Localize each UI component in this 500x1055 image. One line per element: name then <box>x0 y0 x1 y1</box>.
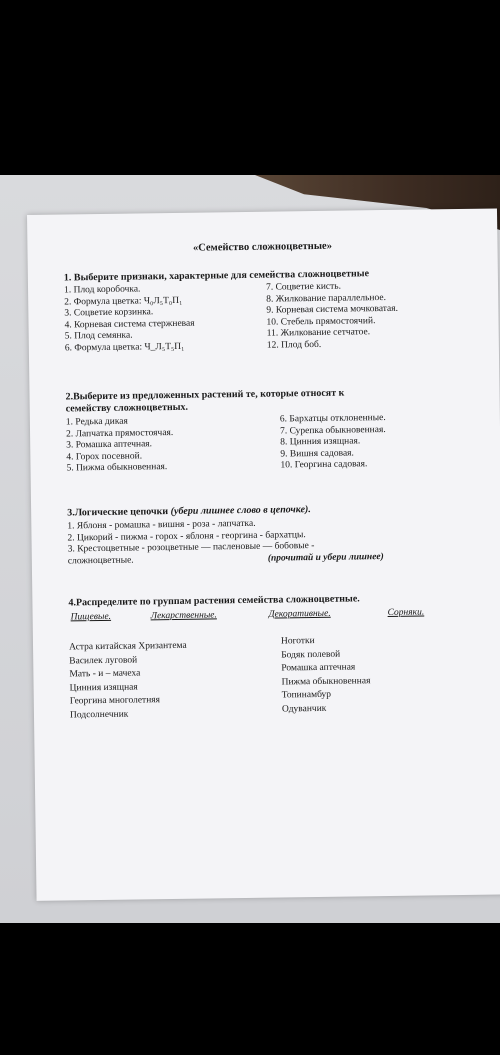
list-item: 4. Корневая система стержневая <box>64 318 195 331</box>
worksheet-paper <box>27 208 500 900</box>
list-item: 10. Стебель прямостоячий. <box>266 315 376 328</box>
list-item: Ноготки <box>280 636 315 647</box>
bottom-black-bar <box>0 923 500 1055</box>
list-item: Астра китайская Хризантема <box>68 640 187 653</box>
list-item: 11. Жилкование сетчатое. <box>266 327 371 340</box>
section-4-heading: 4.Распределите по группам растения семейства сложноцветные. <box>68 593 360 609</box>
list-item: 4. Горох посевной. <box>66 451 143 463</box>
list-item: Мать - и – мачеха <box>69 668 141 680</box>
section-2-heading: 2.Выберите из предложенных растений те, которые относят к <box>65 387 345 403</box>
list-item: Бодяк полевой <box>281 649 341 660</box>
category-food: Пищевые. <box>70 611 112 623</box>
list-item: 9. Вишня садовая. <box>280 448 354 460</box>
list-item: 5. Плод семянка. <box>64 330 133 342</box>
category-medicinal: Лекарственные. <box>150 610 217 622</box>
section-2-heading-cont: семейству сложноцветных. <box>65 401 189 415</box>
list-item: 8. Жилкование параллельное. <box>266 292 386 305</box>
list-item: 1. Яблоня - ромашка - вишня - роза - лапчатка. <box>67 518 256 532</box>
category-decorative: Декоративные. <box>268 608 331 620</box>
list-item: 9. Корневая система мочковатая. <box>266 304 399 316</box>
section-2-left-list <box>66 416 174 475</box>
section-2-right-list <box>280 413 387 472</box>
list-item: 6. Формула цветка: Ч_Л₅Т₅П₁ <box>64 341 185 354</box>
list-item: Цинния изящная <box>69 682 138 693</box>
list-item: 1. Плод коробочка. <box>63 284 141 296</box>
list-item: 3. Крестоцветные - розоцветные — пасленовые — бобовые - <box>67 541 315 555</box>
list-item: 2. Лапчатка прямостоячая. <box>65 427 174 440</box>
list-item: 10. Георгина садовая. <box>280 459 368 471</box>
category-weeds: Сорняки. <box>387 607 425 619</box>
section-3-note: (прочитай и убери лишнее) <box>267 552 384 564</box>
photo-area <box>0 175 500 923</box>
list-item: 2. Цикорий - пижма - горох - яблоня - георгина - бархатцы. <box>67 529 306 544</box>
list-item: 7. Сурепка обыкновенная. <box>279 424 386 437</box>
list-item: 5. Пижма обыкновенная. <box>66 462 168 474</box>
list-item: Василек луговой <box>69 655 138 666</box>
list-item: 3. Соцветие корзинка. <box>64 307 154 319</box>
list-item: 7. Соцветие кисть. <box>265 281 342 293</box>
list-item: 8. Цинния изящная. <box>280 436 361 448</box>
list-item: 1. Редька дикая <box>65 416 128 428</box>
section-1-right-list <box>266 281 399 352</box>
list-item: Ромашка аптечная <box>281 662 356 674</box>
section-3-heading <box>67 504 311 518</box>
list-item: Пижма обыкновенная <box>281 675 371 687</box>
section-1-left-list <box>64 284 195 355</box>
section-1-heading: 1. Выберите признаки, характерные для семейства сложноцветные <box>63 268 370 284</box>
section-3-heading-text: 3.Логические цепочки <box>67 506 169 519</box>
section-4-left-list <box>69 640 188 723</box>
list-item: сложноцветные. <box>67 555 134 567</box>
list-item: Одуванчик <box>281 703 327 714</box>
section-3-instruction: (убери лишнее слово в цепочке). <box>170 504 311 518</box>
list-item: Подсолнечник <box>69 709 129 720</box>
list-item: 3. Ромашка аптечная. <box>66 439 153 451</box>
list-item: Топинамбур <box>281 689 332 701</box>
worksheet-title: «Семейство сложноцветные» <box>192 240 333 254</box>
list-item: 6. Бархатцы отклоненные. <box>279 413 386 425</box>
list-item: 2. Формула цветка: Ч₀Л₅Т₀П₁ <box>64 295 183 308</box>
section-4-right-list <box>281 634 371 716</box>
list-item: 12. Плод боб. <box>266 339 322 351</box>
list-item: Георгина многолетняя <box>69 695 161 707</box>
